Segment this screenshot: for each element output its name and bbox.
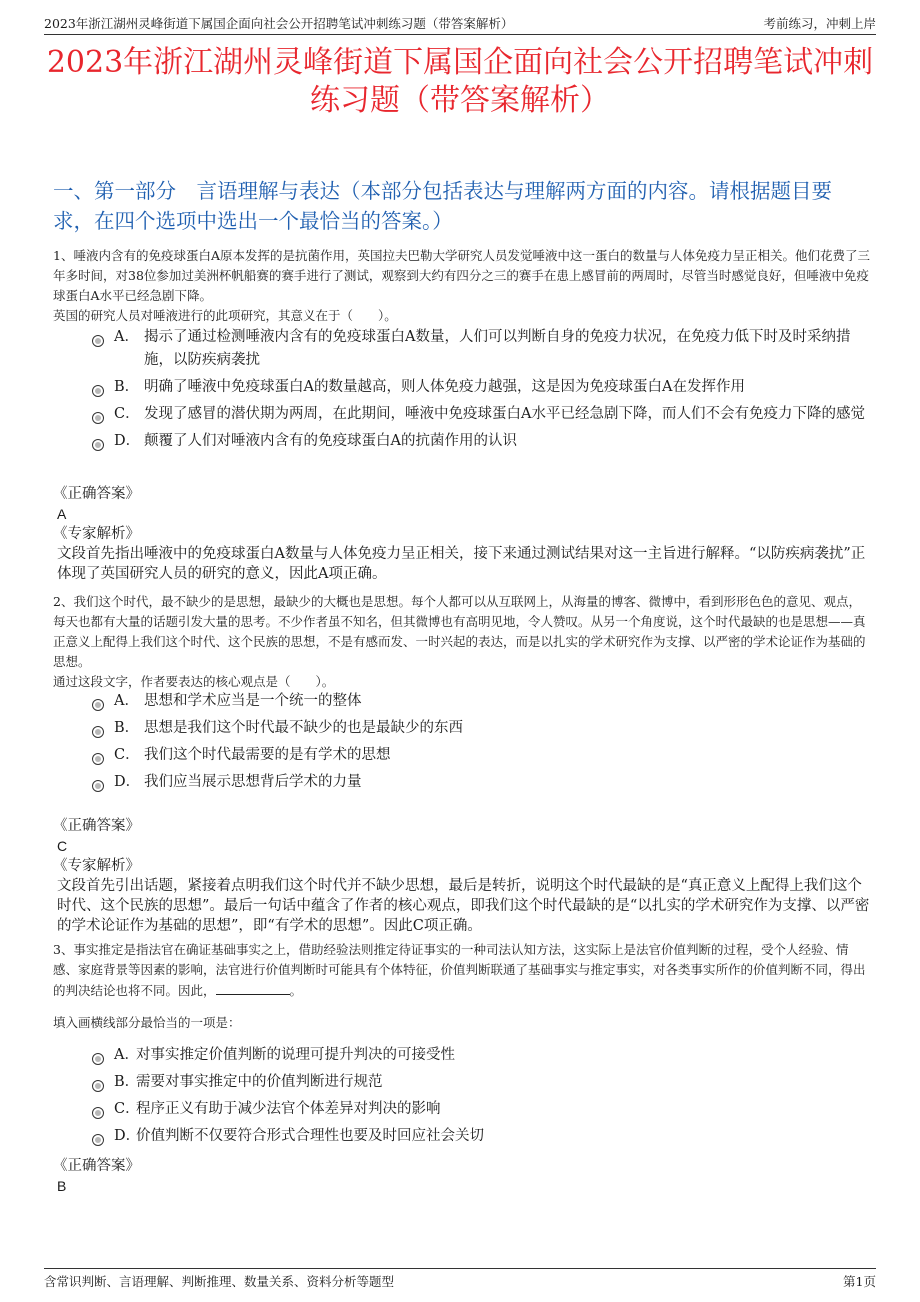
option-a[interactable]: A． 揭示了通过检测唾液内含有的免疫球蛋白A数量，人们可以判断自身的免疫力状况，在免疫力低下时及时采纳措施，以防疾病袭扰 <box>92 326 872 372</box>
answer-label: 《正确答案》 <box>53 1158 140 1174</box>
option-b[interactable]: B． 思想是我们这个时代最不缺少的也是最缺少的东西 <box>92 717 872 740</box>
page-header <box>44 10 876 35</box>
option-a[interactable]: A． 对事实推定价值判断的说理可提升判决的可接受性 <box>92 1044 872 1067</box>
correct-answer: A <box>57 506 67 522</box>
option-a[interactable]: A． 思想和学术应当是一个统一的整体 <box>92 690 872 713</box>
answer-label: 《正确答案》 <box>53 486 140 502</box>
option-c[interactable]: C． 我们这个时代最需要的是有学术的思想 <box>92 744 872 767</box>
fill-blank <box>216 980 290 995</box>
option-d[interactable]: D． 颠覆了人们对唾液内含有的免疫球蛋白A的抗菌作用的认识 <box>92 430 872 453</box>
radio-icon[interactable] <box>92 1080 104 1092</box>
document-title <box>40 44 880 120</box>
option-d[interactable]: D． 价值判断不仅要符合形式合理性也要及时回应社会关切 <box>92 1125 872 1148</box>
question-1-answer-block <box>53 484 870 584</box>
option-b[interactable]: B． 明确了唾液中免疫球蛋白A的数量越高，则人体免疫力越强，这是因为免疫球蛋白A在发挥作用 <box>92 376 872 399</box>
correct-answer: B <box>57 1178 67 1194</box>
radio-icon[interactable] <box>92 439 104 451</box>
radio-icon[interactable] <box>92 335 104 347</box>
analysis-text: 文段首先指出唾液中的免疫球蛋白A数量与人体免疫力呈正相关，接下来通过测试结果对这一主旨进行解释。“以防疾病袭扰”正体现了英国研究人员的研究的意义，因此A项正确。 <box>57 546 866 582</box>
stem-before-blank: 3、事实推定是指法官在确证基础事实之上，借助经验法则推定待证事实的一种司法认知方法，这实际上是法官价值判断的过程，受个人经验、情感、家庭背景等因素的影响，法官进行价值判断时可能具有个体特征，价值判断联通了基础事实与推定事实，对各类事实所作的价值判断不同，得出的判决结论也将不同。因此， <box>53 942 866 998</box>
page-number: 第1页 <box>843 1274 876 1289</box>
analysis-label: 《专家解析》 <box>53 526 140 542</box>
header-doc-title: 2023年浙江湖州灵峰街道下属国企面向社会公开招聘笔试冲刺练习题（带答案解析） <box>44 16 514 31</box>
stem-after-blank: 。 <box>289 983 303 998</box>
radio-icon[interactable] <box>92 385 104 397</box>
analysis-label: 《专家解析》 <box>53 858 140 874</box>
radio-icon[interactable] <box>92 412 104 424</box>
option-c[interactable]: C． 发现了感冒的潜伏期为两周，在此期间，唾液中免疫球蛋白A水平已经急剧下降，而人们不会有免疫力下降的感觉 <box>92 403 872 426</box>
title-line-1: 2023年浙江湖州灵峰街道下属国企面向社会公开招聘笔试冲刺 <box>46 45 874 80</box>
question-stem: 1、唾液内含有的免疫球蛋白A原本发挥的是抗菌作用，英国拉夫巴勒大学研究人员发觉唾液中这一蛋白的数量与人体免疫力呈正相关。他们花费了三年多时间，对38位参加过美洲杯帆船赛的赛手进行了测试，观察到大约有四分之三的赛手在患上感冒前的两周时，尽管当时感觉良好，但唾液中免疫球蛋白A水平已经急剧下降。 <box>53 248 870 303</box>
question-3-answer-block <box>53 1156 870 1196</box>
header-slogan: 考前练习，冲刺上岸 <box>763 16 876 31</box>
answer-label: 《正确答案》 <box>53 818 140 834</box>
radio-icon[interactable] <box>92 753 104 765</box>
radio-icon[interactable] <box>92 1107 104 1119</box>
question-prompt: 通过这段文字，作者要表达的核心观点是（ ）。 <box>53 674 335 689</box>
question-stem <box>53 940 872 1001</box>
footer-description: 含常识判断、言语理解、判断推理、数量关系、资料分析等题型 <box>44 1274 395 1289</box>
option-c[interactable]: C． 程序正义有助于减少法官个体差异对判决的影响 <box>92 1098 872 1121</box>
radio-icon[interactable] <box>92 780 104 792</box>
correct-answer: C <box>57 838 68 854</box>
title-line-2: 练习题（带答案解析） <box>310 83 610 118</box>
radio-icon[interactable] <box>92 1134 104 1146</box>
question-2-answer-block <box>53 816 870 936</box>
question-stem: 2、我们这个时代，最不缺少的是思想，最缺少的大概也是思想。每个人都可以从互联网上，从海量的博客、微博中，看到形形色色的意见、观点，每天也都有大量的话题引发大量的思考。不少作者虽不知名，但其微博也有高明见地，令人赞叹。从另一个角度说，这个时代最缺的也是思想——真正意义上配得上我们这个时代、这个民族的思想，不是有感而发、一时兴起的表达，而是以扎实的学术研究作为支撑、以严密的学术论证作为基础的思想。 <box>53 594 866 669</box>
analysis-text: 文段首先引出话题，紧接着点明我们这个时代并不缺少思想，最后是转折，说明这个时代最缺的是“真正意义上配得上我们这个时代、这个民族的思想”。最后一句话中蕴含了作者的核心观点，即我们这个时代最缺的是“以扎实的学术研究作为支撑、以严密的学术论证作为基础的思想”，即“有学术的思想”。因此C项正确。 <box>57 878 870 934</box>
radio-icon[interactable] <box>92 726 104 738</box>
question-prompt: 英国的研究人员对唾液进行的此项研究，其意义在于（ ）。 <box>53 308 397 323</box>
question-1-options <box>92 326 872 457</box>
question-2-options <box>92 690 872 798</box>
question-3-options <box>92 1044 872 1152</box>
section-heading: 一、第一部分 言语理解与表达（本部分包括表达与理解两方面的内容。请根据题目要求，在四个选项中选出一个最恰当的答案。） <box>53 179 832 233</box>
question-1 <box>53 246 872 326</box>
radio-icon[interactable] <box>92 699 104 711</box>
question-prompt: 填入画横线部分最恰当的一项是： <box>53 1015 241 1030</box>
question-2 <box>53 592 872 692</box>
option-d[interactable]: D． 我们应当展示思想背后学术的力量 <box>92 771 872 794</box>
option-b[interactable]: B． 需要对事实推定中的价值判断进行规范 <box>92 1071 872 1094</box>
radio-icon[interactable] <box>92 1053 104 1065</box>
page-footer <box>44 1268 876 1290</box>
question-3 <box>53 940 872 1033</box>
